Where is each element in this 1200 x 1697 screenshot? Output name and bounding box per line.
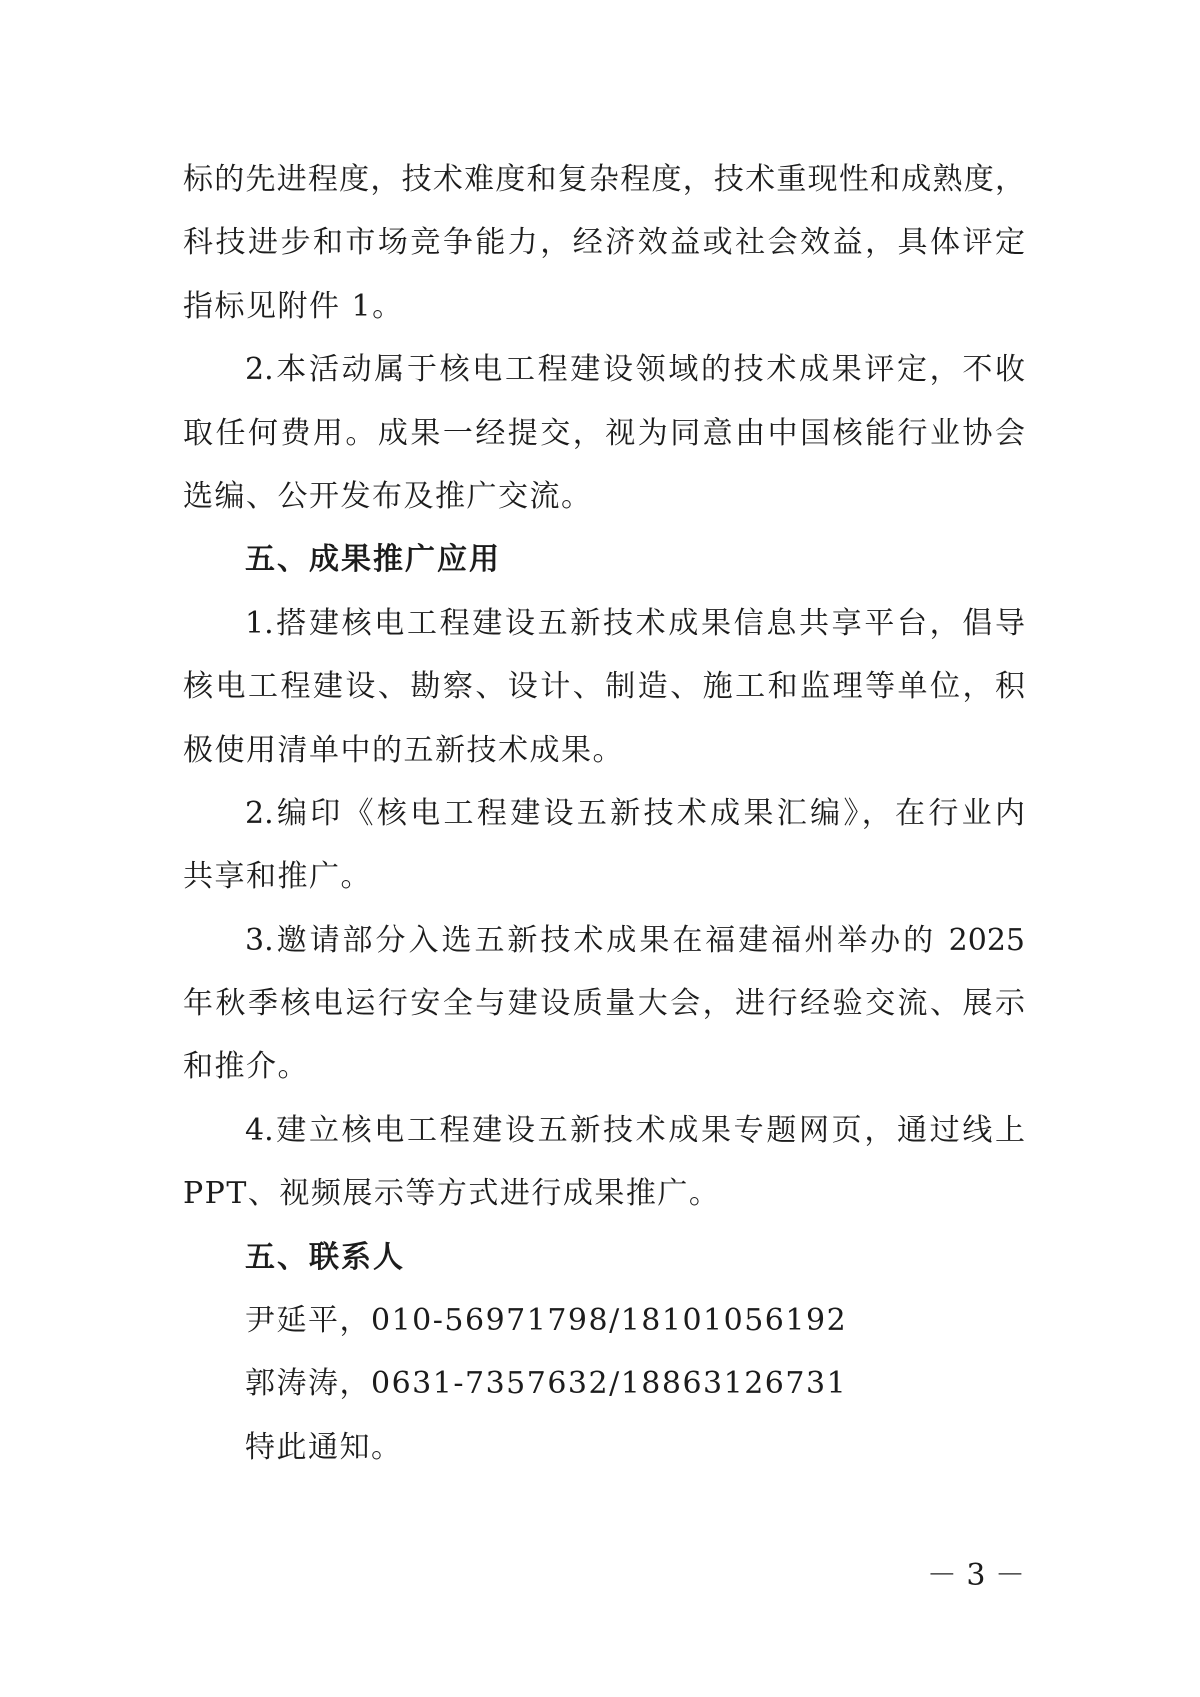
promotion-item-line: 3.邀请部分入选五新技术成果在福建福州举办的 2025 — [245, 922, 1025, 958]
promotion-item-line: 年秋季核电运行安全与建设质量大会，进行经验交流、展示 — [183, 986, 1025, 1022]
promotion-item-line: 共享和推广。 — [183, 859, 372, 895]
promotion-item-line: 核电工程建设、勘察、设计、制造、施工和监理等单位，积 — [183, 669, 1025, 705]
promotion-item-line: PPT、视频展示等方式进行成果推广。 — [183, 1176, 721, 1212]
criteria-line: 指标见附件 1。 — [183, 288, 404, 324]
promotion-item-line: 1.搭建核电工程建设五新技术成果信息共享平台，倡导 — [245, 605, 1025, 641]
contact-line: 尹延平，010-56971798/18101056192 — [245, 1303, 848, 1339]
contact-line: 郭涛涛，0631-7357632/18863126731 — [245, 1366, 848, 1402]
closing-line: 特此通知。 — [245, 1429, 403, 1465]
promotion-item-line: 极使用清单中的五新技术成果。 — [183, 732, 624, 768]
section-heading-contacts: 五、联系人 — [245, 1239, 405, 1275]
fee-line: 选编、公开发布及推广交流。 — [183, 478, 593, 514]
promotion-item-line: 2.编印《核电工程建设五新技术成果汇编》，在行业内 — [245, 795, 1025, 831]
document-body — [183, 148, 1025, 1479]
promotion-item-line: 4.建立核电工程建设五新技术成果专题网页，通过线上 — [245, 1112, 1025, 1148]
criteria-line: 科技进步和市场竞争能力，经济效益或社会效益，具体评定 — [183, 225, 1025, 261]
page-number: － 3 － — [926, 1558, 1025, 1593]
promotion-item-line: 和推介。 — [183, 1049, 309, 1085]
fee-line: 2.本活动属于核电工程建设领域的技术成果评定，不收 — [245, 352, 1025, 388]
section-heading-promotion: 五、成果推广应用 — [245, 542, 501, 578]
criteria-line: 标的先进程度，技术难度和复杂程度，技术重现性和成熟度， — [183, 162, 1025, 197]
fee-line: 取任何费用。成果一经提交，视为同意由中国核能行业协会 — [183, 415, 1025, 451]
